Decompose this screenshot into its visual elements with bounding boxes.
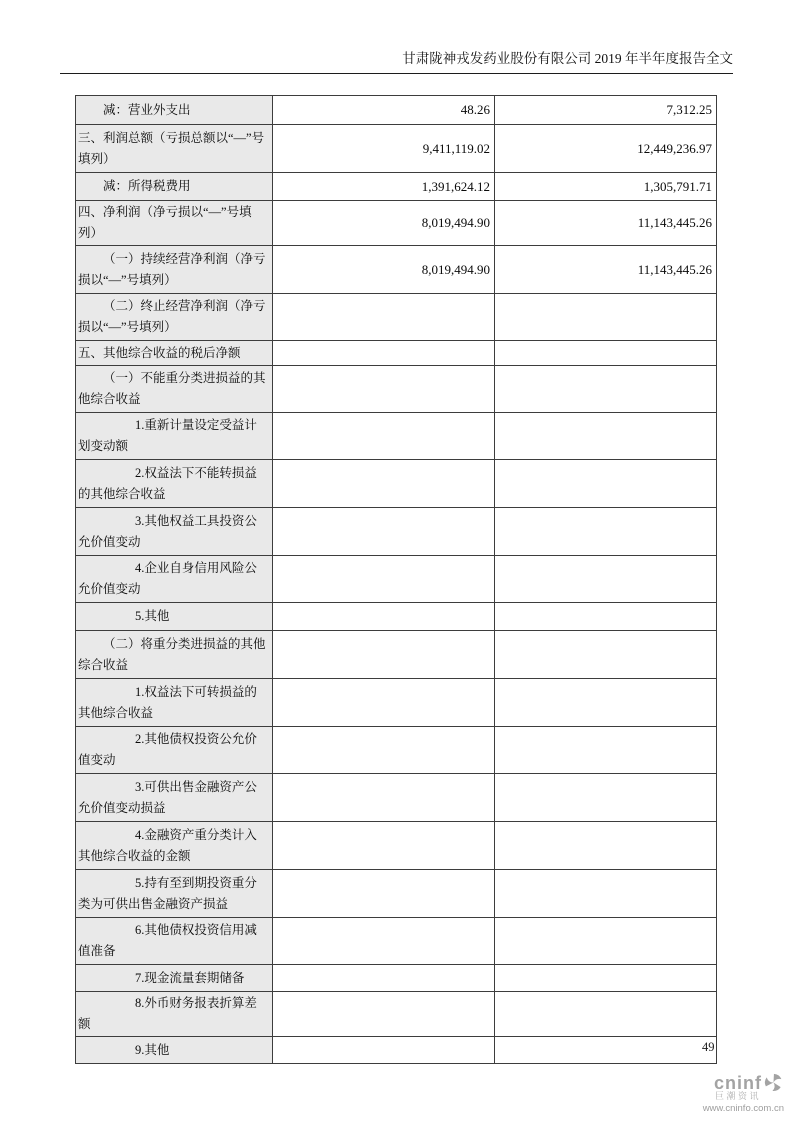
logo-caption: 巨潮资讯 [714, 1091, 761, 1101]
table-row [76, 603, 717, 631]
value-cell-prior [495, 631, 717, 679]
table-row [76, 870, 717, 918]
row-label: 8.外币财务报表折算差额 [76, 992, 273, 1037]
value-cell-prior [495, 727, 717, 774]
value-cell-current [273, 294, 495, 341]
value-cell-prior [495, 870, 717, 918]
value-cell-current [273, 508, 495, 556]
table-row [76, 992, 717, 1037]
table-row [76, 246, 717, 294]
page-title: 甘肃陇神戎发药业股份有限公司 2019 年半年度报告全文 [402, 51, 733, 66]
row-label: 四、净利润（净亏损以“—”号填列） [76, 201, 273, 246]
value-cell-current [273, 727, 495, 774]
row-label: （二）终止经营净利润（净亏损以“—”号填列） [76, 294, 273, 341]
row-label: 减：营业外支出 [76, 96, 273, 125]
row-label: 4.金融资产重分类计入其他综合收益的金额 [76, 822, 273, 870]
table-row [76, 413, 717, 460]
row-label: （一）不能重分类进损益的其他综合收益 [76, 366, 273, 413]
value-cell-prior [495, 556, 717, 603]
value-cell-current [273, 870, 495, 918]
table-row [76, 366, 717, 413]
table-row [76, 965, 717, 992]
row-label: 1.重新计量设定受益计划变动额 [76, 413, 273, 460]
value-cell-prior [495, 294, 717, 341]
value-cell-prior [495, 774, 717, 822]
swirl-icon [763, 1072, 784, 1093]
table-row [76, 679, 717, 727]
row-label: 减：所得税费用 [76, 173, 273, 201]
table-row [76, 508, 717, 556]
value-cell-current: 48.26 [273, 96, 495, 125]
cninfo-logo [703, 1072, 784, 1114]
page-number: 49 [702, 1040, 715, 1054]
value-cell-current [273, 413, 495, 460]
row-label: （二）将重分类进损益的其他综合收益 [76, 631, 273, 679]
value-cell-prior [495, 603, 717, 631]
logo-brand: cninf [714, 1072, 762, 1093]
value-cell-prior [495, 341, 717, 366]
row-label: 1.权益法下可转损益的其他综合收益 [76, 679, 273, 727]
value-cell-prior [495, 918, 717, 965]
row-label: 5.其他 [76, 603, 273, 631]
value-cell-prior [495, 822, 717, 870]
value-cell-current [273, 603, 495, 631]
value-cell-current [273, 679, 495, 727]
value-cell-current [273, 918, 495, 965]
value-cell-current [273, 774, 495, 822]
table-row [76, 822, 717, 870]
row-label: 5.持有至到期投资重分类为可供出售金融资产损益 [76, 870, 273, 918]
value-cell-prior: 11,143,445.26 [495, 201, 717, 246]
value-cell-current [273, 556, 495, 603]
table-row [76, 774, 717, 822]
value-cell-prior [495, 460, 717, 508]
row-label: 2.其他债权投资公允价值变动 [76, 727, 273, 774]
row-label: 三、利润总额（亏损总额以“—”号填列） [76, 125, 273, 173]
logo-url: www.cninfo.com.cn [702, 1103, 784, 1114]
row-label: 2.权益法下不能转损益的其他综合收益 [76, 460, 273, 508]
value-cell-prior [495, 508, 717, 556]
value-cell-current: 8,019,494.90 [273, 246, 495, 294]
value-cell-current: 9,411,119.02 [273, 125, 495, 173]
row-label: 五、其他综合收益的税后净额 [76, 341, 273, 366]
value-cell-current [273, 366, 495, 413]
value-cell-prior: 11,143,445.26 [495, 246, 717, 294]
value-cell-prior [495, 992, 717, 1037]
value-cell-current [273, 965, 495, 992]
table-row [76, 631, 717, 679]
table-row [76, 201, 717, 246]
table-row [76, 341, 717, 366]
table-row [76, 460, 717, 508]
value-cell-current [273, 631, 495, 679]
table-row [76, 1037, 717, 1064]
table-row [76, 918, 717, 965]
value-cell-prior [495, 413, 717, 460]
table-row [76, 96, 717, 125]
income-statement-table [75, 95, 717, 1064]
table-row [76, 125, 717, 173]
row-label: 4.企业自身信用风险公允价值变动 [76, 556, 273, 603]
value-cell-current: 1,391,624.12 [273, 173, 495, 201]
value-cell-current: 8,019,494.90 [273, 201, 495, 246]
row-label: 3.其他权益工具投资公允价值变动 [76, 508, 273, 556]
row-label: 7.现金流量套期储备 [76, 965, 273, 992]
row-label: 3.可供出售金融资产公允价值变动损益 [76, 774, 273, 822]
value-cell-prior: 12,449,236.97 [495, 125, 717, 173]
value-cell-prior [495, 679, 717, 727]
row-label: 9.其他 [76, 1037, 273, 1064]
value-cell-current [273, 341, 495, 366]
table-row [76, 556, 717, 603]
value-cell-prior [495, 1037, 717, 1064]
value-cell-prior: 7,312.25 [495, 96, 717, 125]
value-cell-prior [495, 366, 717, 413]
table-row [76, 173, 717, 201]
value-cell-current [273, 992, 495, 1037]
value-cell-prior [495, 965, 717, 992]
row-label: （一）持续经营净利润（净亏损以“—”号填列） [76, 246, 273, 294]
value-cell-current [273, 1037, 495, 1064]
row-label: 6.其他债权投资信用减值准备 [76, 918, 273, 965]
value-cell-current [273, 460, 495, 508]
value-cell-prior: 1,305,791.71 [495, 173, 717, 201]
value-cell-current [273, 822, 495, 870]
header-rule [60, 73, 733, 74]
table-row [76, 294, 717, 341]
logo-row [703, 1072, 784, 1093]
table-row [76, 727, 717, 774]
